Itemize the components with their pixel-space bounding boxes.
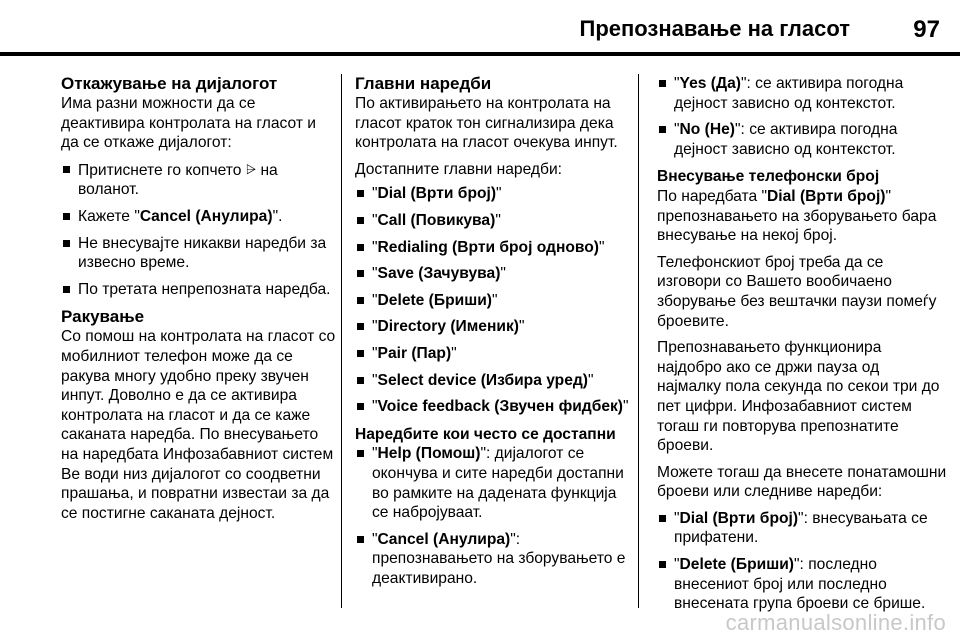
item-text: ". [272,207,283,225]
list-item: Не внесувајте никакви наредби за извесно време. [61,234,336,273]
item-text: : дијалогот се окончува и сите наредби достапни во рамките на дадената функција се набројуваат. [372,445,624,522]
command-name: Call (Повикува) [377,211,496,229]
column-divider [341,74,342,608]
cancel-options-list [61,160,336,300]
list-item: "Call (Повикува)" [355,211,630,231]
item-text: : се активира погодна дејност зависно од контекстот. [674,121,898,158]
list-item: "Save (Зачувува)" [355,264,630,284]
item-text: : внесувањата се прифатени. [674,509,928,547]
list-item [61,207,336,227]
page-title: Препознавање на гласот [579,16,850,41]
paragraph: Препознавањето функционира најдобро ако се држи пауза од најмалку пола секунда по секои три до пет цифри. Инфозабавниот систем тогаш ги повторува препознатите броеви. [657,339,940,455]
list-item: "Directory (Именик)" [355,317,630,337]
item-text: Притиснете го копчето [78,161,246,179]
list-item: "No (Не)": се активира погодна дејност зависно од контекстот. [657,120,947,159]
command-name: Dial (Врти број) [679,509,799,527]
command-name: Select device (Избира уред) [377,371,588,389]
section-intro: По активирањето на контролата на гласот краток тон сигнализира дека контролата на гласот очекува инпут. [355,95,618,152]
watermark: carmanualsonline.info [725,610,946,635]
command-name: Yes (Да) [679,75,741,92]
number-commands-list [657,509,947,614]
list-item: По третата непрепозната наредба. [61,280,336,300]
common-commands-list-continued [657,74,947,159]
section-heading-common-commands: Наредбите кои често се достапни [355,425,616,443]
column-divider [638,74,639,608]
section-heading-enter-number: Внесување телефонски број [657,168,880,186]
list-item: "Cancel (Анулира)": препознавањето на зборувањето е деактивирано. [355,530,630,589]
list-item: "Delete (Бриши)" [355,291,630,311]
command-name: No (Не) [679,121,735,139]
section-intro [657,187,947,246]
section-heading-cancel-dialog: Откажување на дијалогот [61,74,278,93]
column-right [657,74,947,622]
list-item: "Delete (Бриши)": последно внесениот број или последно внесената група броеви се брише. [657,555,947,614]
item-text: : се активира погодна дејност зависно од контекстот. [674,75,904,112]
column-left [61,74,336,530]
section-heading-main-commands: Главни наредби [355,74,492,93]
list-item [61,160,336,200]
item-text: на воланот. [78,161,278,199]
list-item: "Select device (Избира уред)" [355,371,630,391]
main-commands-list [355,184,630,416]
list-item: "Dial (Врти број)" [355,184,630,204]
paragraph: Телефонскиот број треба да се изговори со Вашето вообичаено зборување без вештачки паузи помеѓу броевите. [657,253,937,330]
section-body: Со помош на контролата на гласот со мобилниот телефон може да се ракува многу удобно преку звучен инпут. Доволно е да се активира контролата на гласот и да се каже саканата наредба. По внесувањето на наредбата Инфозабавниот систем Ве води низ дијалогот со соодветни прашања, и повратни известаи за да се постигне саканата дејност. [61,328,336,522]
item-text: : препознавањето на зборувањето е деактивирано. [372,530,626,587]
command-name: Dial (Врти број) [377,185,497,203]
header-divider [0,52,960,56]
command-name: Delete (Бриши) [377,291,492,309]
command-name: Redialing (Врти број одново) [377,238,599,256]
command-name: Dial (Врти број) [767,187,886,205]
command-name: Save (Зачувува) [377,265,501,283]
command-name: Delete (Бриши) [679,556,794,574]
page-number: 97 [913,16,940,43]
command-name: Voice feedback (Звучен фидбек) [377,398,624,416]
section-intro: Има разни можности да се деактивира контролата на гласот и да се откаже дијалогот: [61,95,317,152]
command-name: Pair (Пар) [377,344,452,362]
item-text: : последно внесениот број или последно внесената група броеви се брише. [674,556,926,613]
item-text: " препознавањето на зборувањето бара внесување на некој број. [657,187,937,245]
command-name: Cancel (Анулира) [139,207,273,225]
command-name: Directory (Именик) [377,318,519,336]
list-intro: Достапните главни наредби: [355,160,562,178]
list-item: "Yes (Да)": се активира погодна дејност зависно од контекстот. [657,74,947,113]
item-text: Кажете " [78,207,140,225]
command-name: Help (Помош) [377,445,481,463]
common-commands-list [355,444,630,588]
column-middle [355,74,630,596]
section-heading-operation: Ракување [61,307,145,327]
steering-wheel-button-icon: ⩥ [245,161,257,177]
list-item: "Pair (Пар)" [355,344,630,364]
list-item: "Help (Помош)": дијалогот се окончува и сите наредби достапни во рамките на дадената функција се набројуваат. [355,444,630,522]
list-item: "Dial (Врти број)": внесувањата се прифатени. [657,509,947,548]
item-text: По наредбата " [657,187,768,205]
command-name: Cancel (Анулира) [377,530,511,548]
list-item: "Redialing (Врти број одново)" [355,238,630,258]
page-header [0,0,960,46]
paragraph: Можете тогаш да внесете понатамошни броеви или следниве наредби: [657,463,947,501]
list-item: "Voice feedback (Звучен фидбек)" [355,397,630,417]
